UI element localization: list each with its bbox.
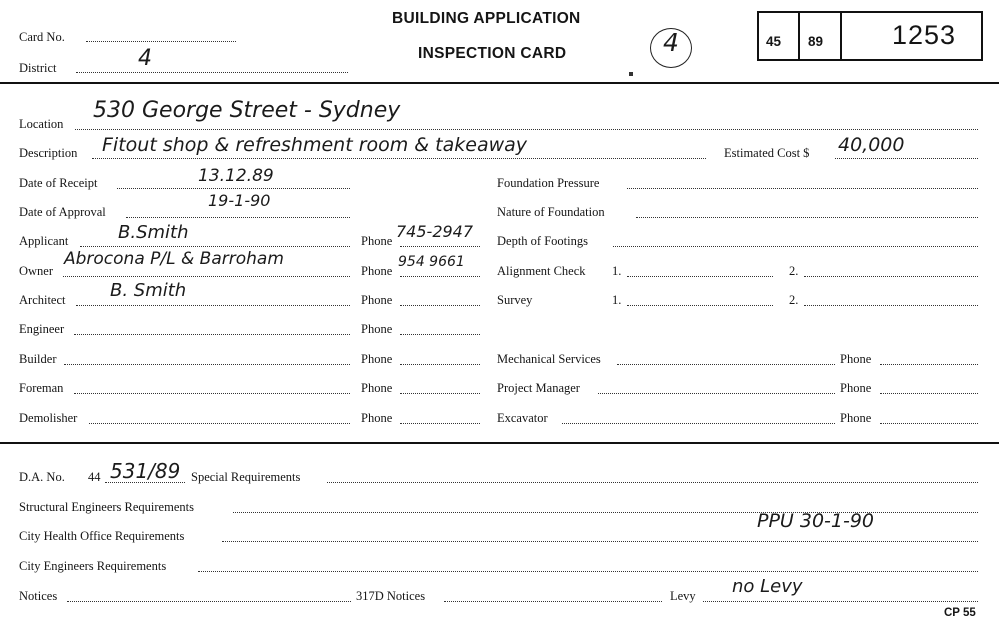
architect-field[interactable] [76,305,350,306]
depth-footings-label: Depth of Footings [497,234,588,248]
nature-foundation-label: Nature of Foundation [497,205,605,219]
foreman-field[interactable] [74,393,350,394]
description-label: Description [19,146,78,160]
notices-label: Notices [19,589,58,603]
levy-field[interactable] [703,601,978,602]
architect-phone-label: Phone [361,293,393,307]
applicant-field[interactable] [80,246,350,247]
da-value: 531/89 [110,459,181,483]
card-no-label: Card No. [19,30,65,44]
survey-field-2[interactable] [804,305,978,306]
date-receipt-field[interactable] [117,188,350,189]
excavator-label: Excavator [497,411,548,425]
foundation-pressure-label: Foundation Pressure [497,176,600,190]
owner-phone-label: Phone [361,264,393,278]
excavator-field[interactable] [562,423,835,424]
ref-number-c: 1253 [892,20,957,50]
da-prefix: 44 [88,470,101,484]
special-req-label: Special Requirements [191,470,301,484]
survey-label: Survey [497,293,533,307]
owner-value: Abrocona P/L & Barroham [64,249,284,269]
location-field[interactable] [75,129,978,130]
date-approval-label: Date of Approval [19,205,106,219]
survey-field-1[interactable] [627,305,773,306]
notices-field[interactable] [67,601,351,602]
ref-divider-2 [840,12,842,59]
section-rule [0,442,999,444]
builder-phone-label: Phone [361,352,393,366]
applicant-phone-value: 745-2947 [396,222,474,241]
estimated-cost-field[interactable] [835,158,978,159]
owner-label: Owner [19,264,54,278]
demolisher-field[interactable] [89,423,350,424]
city-eng-req-field[interactable] [198,571,978,572]
applicant-phone-label: Phone [361,234,393,248]
alignment-field-2[interactable] [804,276,978,277]
foreman-label: Foreman [19,381,64,395]
structural-req-label: Structural Engineers Requirements [19,500,194,514]
header-rule [0,82,999,84]
mechanical-field[interactable] [617,364,835,365]
architect-value: B. Smith [110,280,187,301]
mechanical-phone-label: Phone [840,352,872,366]
engineer-phone-label: Phone [361,322,393,336]
special-req-field[interactable] [327,482,978,483]
alignment-option-1: 1. [612,264,622,278]
card-no-field[interactable] [86,41,236,42]
architect-phone-field[interactable] [400,305,480,306]
mechanical-label: Mechanical Services [497,352,601,366]
description-value: Fitout shop & refreshment room & takeaway [102,134,528,156]
date-receipt-value: 13.12.89 [198,166,274,186]
engineer-label: Engineer [19,322,65,336]
demolisher-phone-field[interactable] [400,423,480,424]
owner-field[interactable] [63,276,350,277]
nature-foundation-field[interactable] [636,217,978,218]
engineer-field[interactable] [74,334,350,335]
builder-label: Builder [19,352,57,366]
district-field[interactable] [76,72,348,73]
applicant-phone-field[interactable] [400,246,480,247]
location-value: 530 George Street - Sydney [93,98,401,123]
project-manager-field[interactable] [598,393,835,394]
demolisher-phone-label: Phone [361,411,393,425]
city-eng-req-label: City Engineers Requirements [19,559,167,573]
alignment-field-1[interactable] [627,276,773,277]
da-label: D.A. No. [19,470,65,484]
mechanical-phone-field[interactable] [880,364,978,365]
project-manager-phone-label: Phone [840,381,872,395]
estimated-cost-value: 40,000 [838,134,905,156]
excavator-phone-field[interactable] [880,423,978,424]
description-field[interactable] [92,158,706,159]
depth-footings-field[interactable] [613,246,978,247]
engineer-phone-field[interactable] [400,334,480,335]
date-approval-field[interactable] [126,217,350,218]
foundation-pressure-field[interactable] [627,188,978,189]
district-value: 4 [138,46,152,71]
health-req-value: PPU 30-1-90 [757,510,875,532]
ref-number-a: 45 [766,34,782,49]
speck [629,72,633,76]
project-manager-phone-field[interactable] [880,393,978,394]
health-req-label: City Health Office Requirements [19,529,185,543]
architect-label: Architect [19,293,66,307]
alignment-check-label: Alignment Check [497,264,586,278]
ref-number-b: 89 [808,34,824,49]
builder-phone-field[interactable] [400,364,480,365]
foreman-phone-label: Phone [361,381,393,395]
levy-value: no Levy [732,576,803,597]
survey-option-1: 1. [612,293,622,307]
card-title-line2: INSPECTION CARD [418,45,567,62]
foreman-phone-field[interactable] [400,393,480,394]
builder-field[interactable] [64,364,350,365]
location-label: Location [19,117,64,131]
project-manager-label: Project Manager [497,381,580,395]
notices-317-label: 317D Notices [356,589,426,603]
demolisher-label: Demolisher [19,411,78,425]
card-title-line1: BUILDING APPLICATION [392,10,581,27]
notices-317-field[interactable] [444,601,662,602]
excavator-phone-label: Phone [840,411,872,425]
survey-option-2: 2. [789,293,799,307]
ref-divider-1 [798,12,800,59]
applicant-label: Applicant [19,234,69,248]
levy-label: Levy [670,589,696,603]
alignment-option-2: 2. [789,264,799,278]
estimated-cost-label: Estimated Cost $ [724,146,810,160]
health-req-field[interactable] [222,541,978,542]
date-approval-value: 19-1-90 [208,191,271,210]
circled-number: 4 [663,28,679,57]
district-label: District [19,61,57,75]
form-code: CP 55 [944,607,976,619]
owner-phone-field[interactable] [400,276,480,277]
owner-phone-value: 954 9661 [398,254,465,270]
applicant-value: B.Smith [118,222,189,243]
date-receipt-label: Date of Receipt [19,176,98,190]
